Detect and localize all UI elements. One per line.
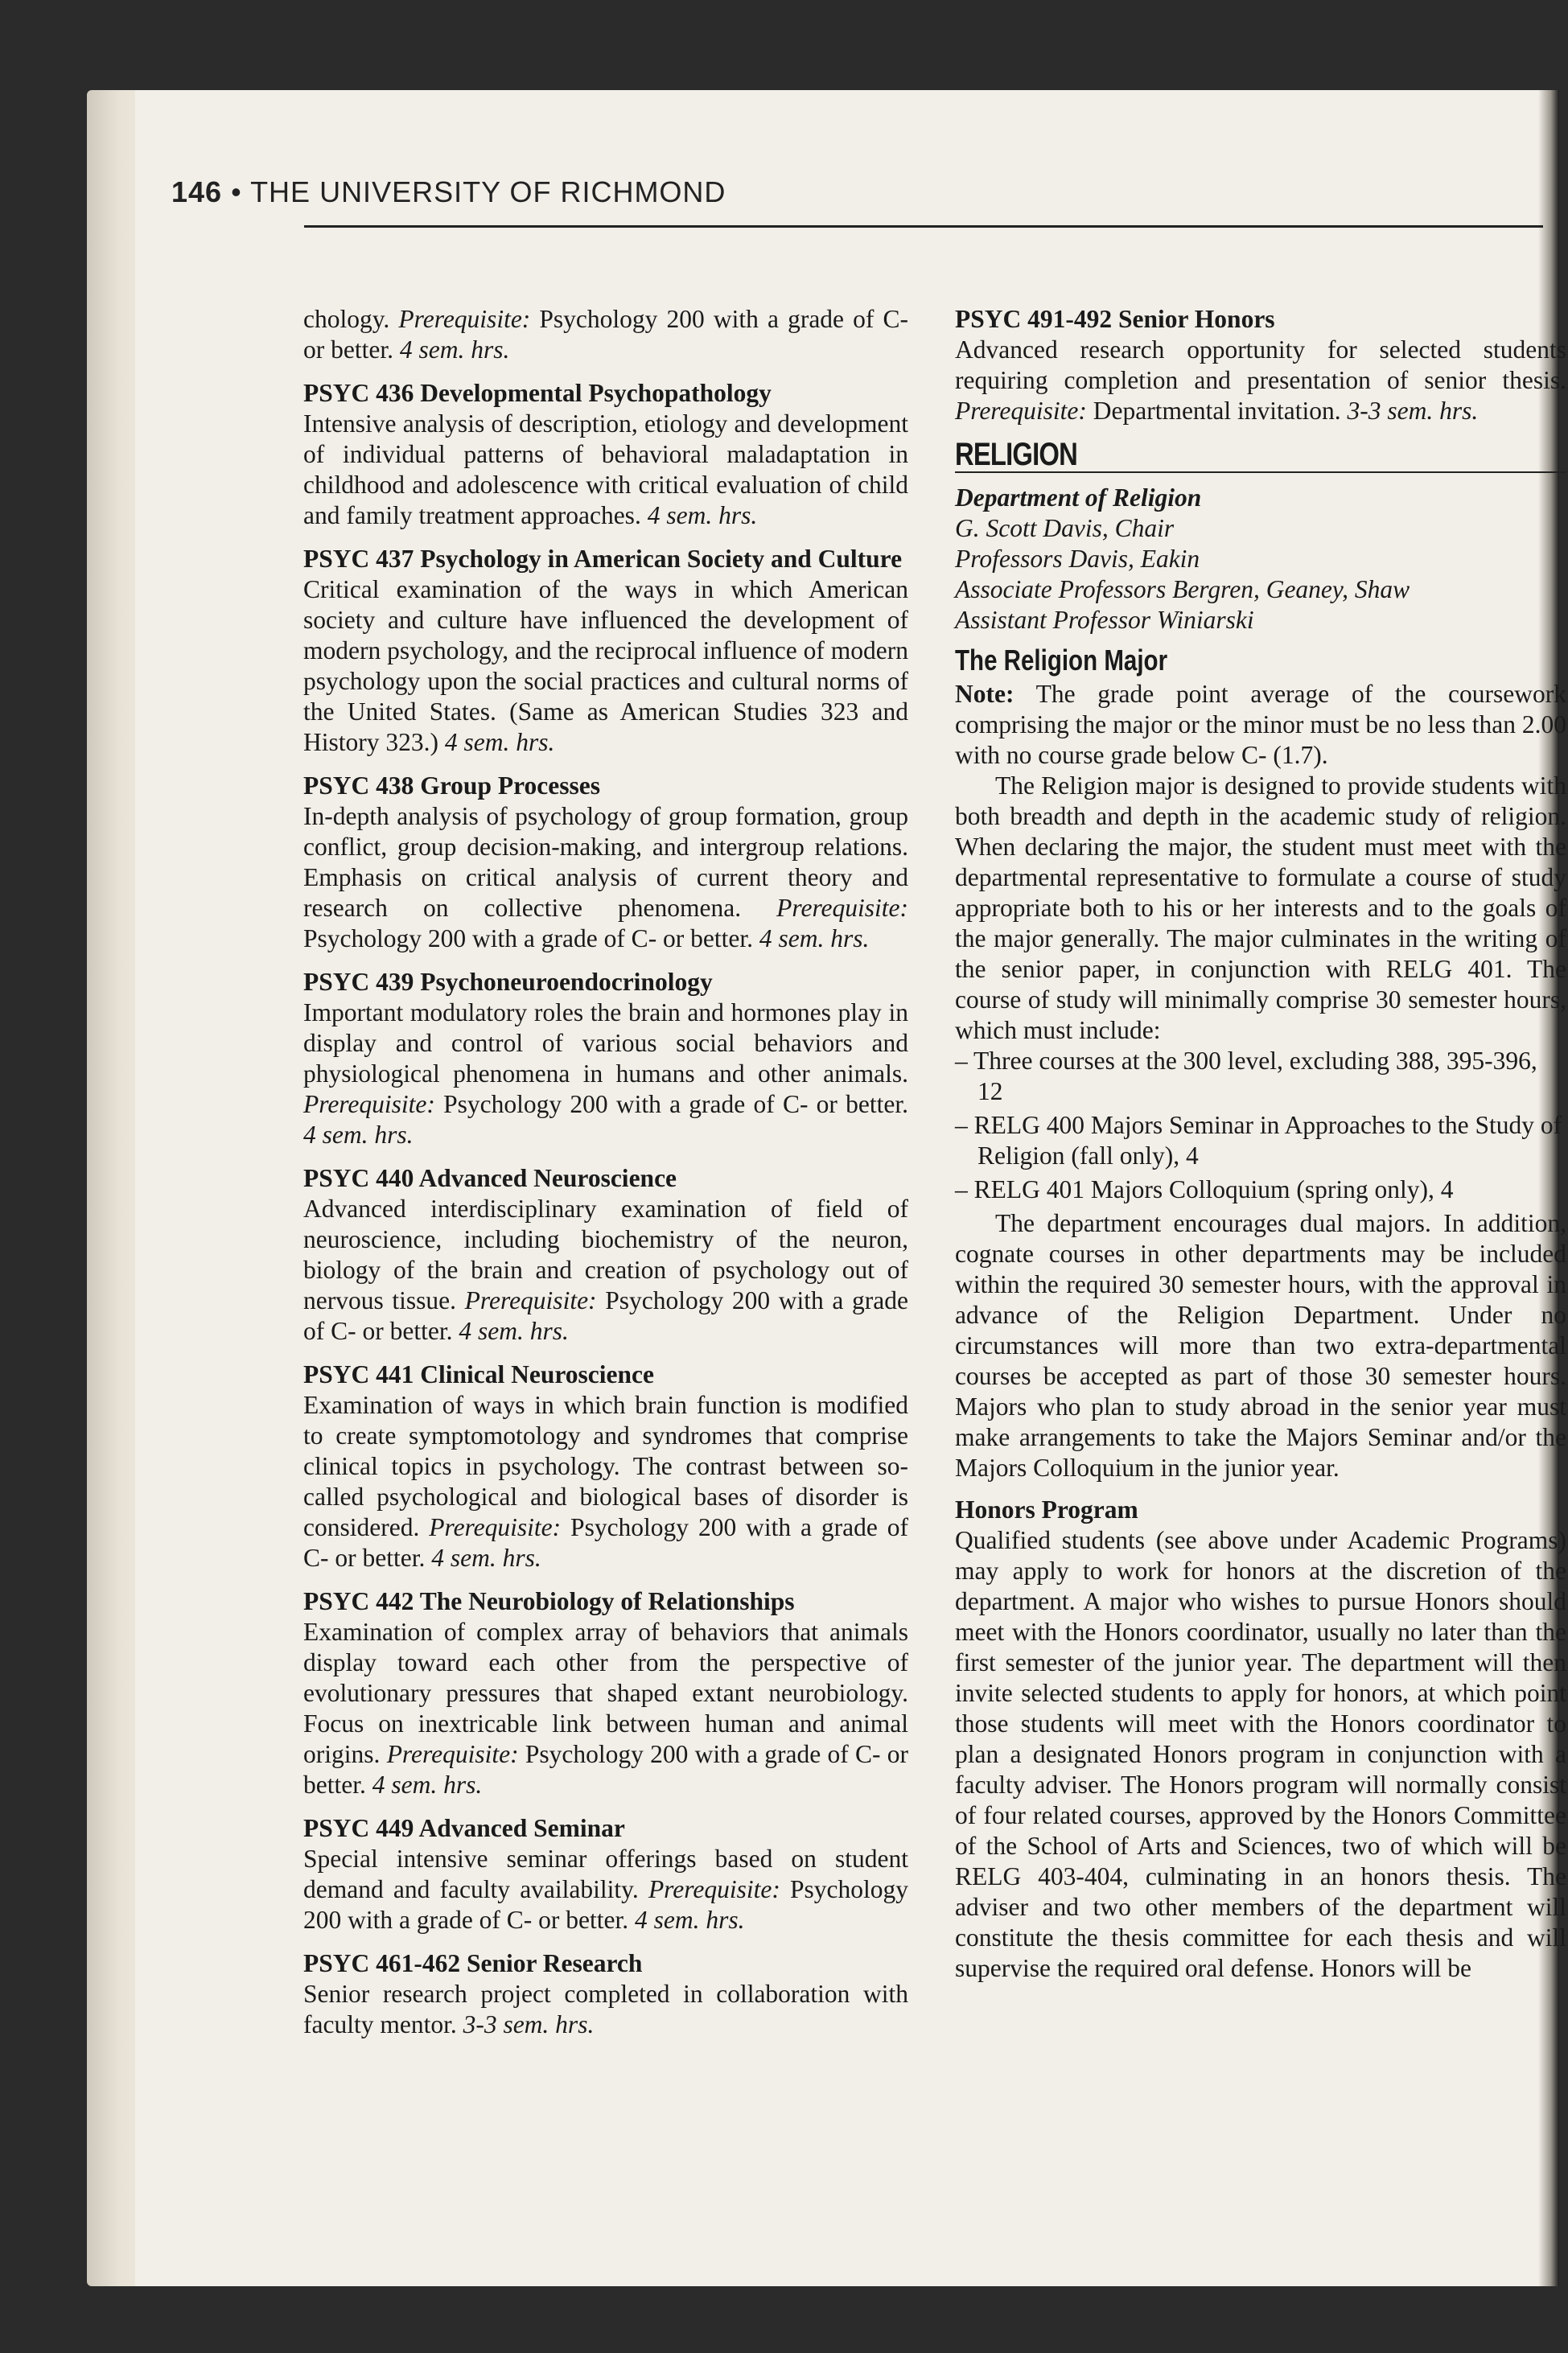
department-title: Department of Religion bbox=[955, 483, 1202, 512]
requirement-item: – RELG 401 Majors Colloquium (spring only), 4 bbox=[955, 1175, 1454, 1203]
prereq-text: Psychology 200 with a grade of C- or better. bbox=[303, 1875, 909, 1934]
major-note bbox=[955, 679, 1566, 771]
prereq-label: Prerequisite: bbox=[648, 1875, 780, 1903]
staff-line: G. Scott Davis, Chair bbox=[955, 514, 1175, 542]
honors-paragraph: Qualified students (see above under Academic Programs) may apply to work for honors at the discretion of the department. A major who wishes to pursue Honors should meet with the Honors coordinator, usually no later than the first semester of the junior year. The department will then invite selected students to apply for honors, at which point those students will meet with the Honors coordinator to plan a designated Honors program in conjunction with a faculty adviser. The Honors program will normally consist of four related courses, approved by the Honors Committee of the School of Arts and Sciences, two of which will be RELG 403-404, culminating in an honors thesis. The adviser and two other members of the department will constitute the thesis committee for each thesis and will supervise the required oral defense. Honors will be bbox=[955, 1526, 1566, 1982]
running-head bbox=[171, 90, 1539, 209]
prereq-text: Psychology 200 with a grade of C- or better. bbox=[443, 1090, 908, 1118]
header-bullet: • bbox=[231, 175, 242, 208]
course-description bbox=[303, 1390, 908, 1573]
course-entry bbox=[303, 544, 908, 758]
section-heading-religion: RELIGION bbox=[955, 439, 1566, 473]
note-text: The grade point average of the coursework comprising the major or the minor must be no less than 2.00 with no course grade below C- (1.7). bbox=[955, 680, 1566, 769]
major-description: The Religion major is designed to provide students with both breadth and depth in the academic study of religion. When declaring the major, the student must meet with the departmental representative to formulate a course of study appropriate both to his or her interests and to the goals of the major generally. The major culminates in the writing of the senior paper, in conjunction with RELG 401. The course of study will minimally comprise 30 semester hours, which must include: bbox=[955, 771, 1566, 1044]
course-hours: 4 sem. hrs. bbox=[431, 1544, 541, 1572]
course-entry bbox=[303, 1163, 908, 1347]
course-entry bbox=[303, 1586, 908, 1800]
course-hours: 4 sem. hrs. bbox=[635, 1906, 745, 1934]
course-description bbox=[303, 1979, 908, 2040]
prereq-label: Prerequisite: bbox=[386, 1740, 519, 1768]
right-column bbox=[955, 304, 1566, 1984]
prereq-label: Prerequisite: bbox=[398, 305, 531, 333]
continuation-rest: Psychology 200 with a grade of C- or better. bbox=[303, 305, 908, 364]
course-title: PSYC 491-492 Senior Honors bbox=[955, 305, 1275, 333]
course-hours: 4 sem. hrs. bbox=[647, 501, 758, 529]
course-title: PSYC 449 Advanced Seminar bbox=[303, 1814, 625, 1842]
course-description bbox=[303, 801, 908, 954]
requirements-list bbox=[955, 1046, 1566, 1205]
staff-line: Assistant Professor Winiarski bbox=[955, 606, 1254, 634]
course-body: Senior research project completed in collaboration with faculty mentor. bbox=[303, 1980, 908, 2038]
course-description bbox=[303, 998, 908, 1150]
course-title: PSYC 437 Psychology in American Society and Culture bbox=[303, 545, 903, 573]
course-description bbox=[303, 1194, 908, 1347]
course-entry bbox=[955, 304, 1566, 426]
course-title: PSYC 441 Clinical Neuroscience bbox=[303, 1360, 655, 1388]
course-description bbox=[955, 335, 1566, 426]
course-description bbox=[303, 1844, 908, 1935]
course-hours: 3-3 sem. hrs. bbox=[463, 2010, 595, 2038]
course-hours: 4 sem. hrs. bbox=[399, 335, 510, 364]
course-body: Important modulatory roles the brain and hormones play in display and control of various social behaviors and physiological phenomena in humans and other animals. bbox=[303, 998, 908, 1088]
continuation-start: chology. bbox=[303, 305, 390, 333]
course-title: PSYC 438 Group Processes bbox=[303, 771, 600, 800]
prereq-text: Psychology 200 with a grade of C- or better. bbox=[303, 1286, 909, 1345]
course-body: Advanced interdisciplinary examination of field of neuroscience, including biochemistry of the neuron, biology of the brain and creation of psychology out of nervous tissue. bbox=[303, 1195, 908, 1314]
course-body: Intensive analysis of description, etiology and development of individual patterns of behavioral maladaptation in childhood and adolescence with critical evaluation of child and family treatment approaches. bbox=[303, 409, 908, 529]
requirement-item: – RELG 400 Majors Seminar in Approaches to the Study of Religion (fall only), 4 bbox=[955, 1111, 1562, 1170]
requirement-item: – Three courses at the 300 level, excluding 388, 395-396, 12 bbox=[955, 1047, 1537, 1105]
course-title: PSYC 442 The Neurobiology of Relationships bbox=[303, 1587, 795, 1615]
left-column bbox=[303, 304, 908, 2053]
course-title: PSYC 440 Advanced Neuroscience bbox=[303, 1164, 677, 1192]
continuation-text bbox=[303, 304, 908, 365]
prereq-label: Prerequisite: bbox=[429, 1513, 562, 1541]
course-title: PSYC 436 Developmental Psychopathology bbox=[303, 379, 772, 407]
prereq-text: Psychology 200 with a grade of C- or better. bbox=[303, 924, 754, 952]
course-entry bbox=[303, 1948, 908, 2040]
course-description bbox=[303, 1617, 908, 1800]
course-hours: 4 sem. hrs. bbox=[759, 924, 870, 952]
course-description bbox=[303, 574, 908, 758]
prereq-text: Psychology 200 with a grade of C- or better. bbox=[303, 1513, 909, 1572]
header-title: THE UNIVERSITY OF RICHMOND bbox=[250, 175, 726, 208]
prereq-label: Prerequisite: bbox=[464, 1286, 597, 1314]
course-body: Advanced research opportunity for selected students requiring completion and presentation of senior thesis. bbox=[955, 335, 1566, 394]
dual-majors-paragraph: The department encourages dual majors. In addition, cognate courses in other departments may be included within the required 30 semester hours, with the approval in advance of the Religion Department. Under no circumstances will more than two extra-departmental courses be accepted as part of those 30 semester hours. Majors who plan to study abroad in the senior year must make arrangements to take the Majors Seminar and/or the Majors Colloquium in the junior year. bbox=[955, 1209, 1566, 1482]
prereq-text: Departmental invitation. bbox=[1093, 397, 1341, 425]
note-label: Note: bbox=[955, 680, 1014, 708]
course-entry bbox=[303, 1813, 908, 1935]
honors-heading: Honors Program bbox=[955, 1495, 1138, 1524]
course-hours: 4 sem. hrs. bbox=[303, 1121, 414, 1149]
course-list bbox=[303, 378, 908, 2040]
course-entry bbox=[303, 1360, 908, 1573]
course-hours: 4 sem. hrs. bbox=[444, 728, 555, 756]
course-title: PSYC 439 Psychoneuroendocrinology bbox=[303, 968, 713, 996]
course-description bbox=[303, 409, 908, 531]
course-entry bbox=[303, 967, 908, 1150]
course-body: Critical examination of the ways in which American society and culture have influenced the development of modern psychology, and the reciprocal influence of modern psychology upon the social practices and cultural norms of the United States. (Same as American Studies 323 and History 323.) bbox=[303, 575, 908, 756]
staff-line: Professors Davis, Eakin bbox=[955, 545, 1200, 573]
course-hours: 3-3 sem. hrs. bbox=[1347, 397, 1479, 425]
course-body: Examination of ways in which brain function is modified to create symptomotology and syndromes that comprise clinical topics in psychology. The contrast between so-called psychological and biological bases of disorder is considered. bbox=[303, 1391, 908, 1541]
prereq-label: Prerequisite: bbox=[776, 894, 909, 922]
course-entry bbox=[303, 771, 908, 954]
prereq-text: Psychology 200 with a grade of C- or better. bbox=[303, 1740, 909, 1799]
major-heading: The Religion Major bbox=[955, 644, 1168, 677]
course-body: Special intensive seminar offerings based on student demand and faculty availability. bbox=[303, 1845, 908, 1903]
continuation-entry bbox=[303, 304, 908, 365]
course-body: In-depth analysis of psychology of group formation, group conflict, group decision-making, and intergroup relations. Emphasis on critical analysis of current theory and research on collective phenomena. bbox=[303, 802, 908, 922]
course-title: PSYC 461-462 Senior Research bbox=[303, 1949, 643, 1977]
prereq-label: Prerequisite: bbox=[303, 1090, 435, 1118]
header-rule bbox=[304, 225, 1543, 228]
page-number: 146 bbox=[171, 175, 223, 208]
staff-list bbox=[955, 513, 1566, 636]
prereq-label: Prerequisite: bbox=[955, 397, 1087, 425]
staff-line: Associate Professors Bergren, Geaney, Shaw bbox=[955, 575, 1410, 603]
course-hours: 4 sem. hrs. bbox=[372, 1771, 483, 1799]
course-entry bbox=[303, 378, 908, 531]
course-body: Examination of complex array of behaviors that animals display toward each other from the perspective of evolutionary pressures that shaped extant neurobiology. Focus on inextricable link between human and animal origins. bbox=[303, 1618, 908, 1768]
course-hours: 4 sem. hrs. bbox=[459, 1317, 569, 1345]
